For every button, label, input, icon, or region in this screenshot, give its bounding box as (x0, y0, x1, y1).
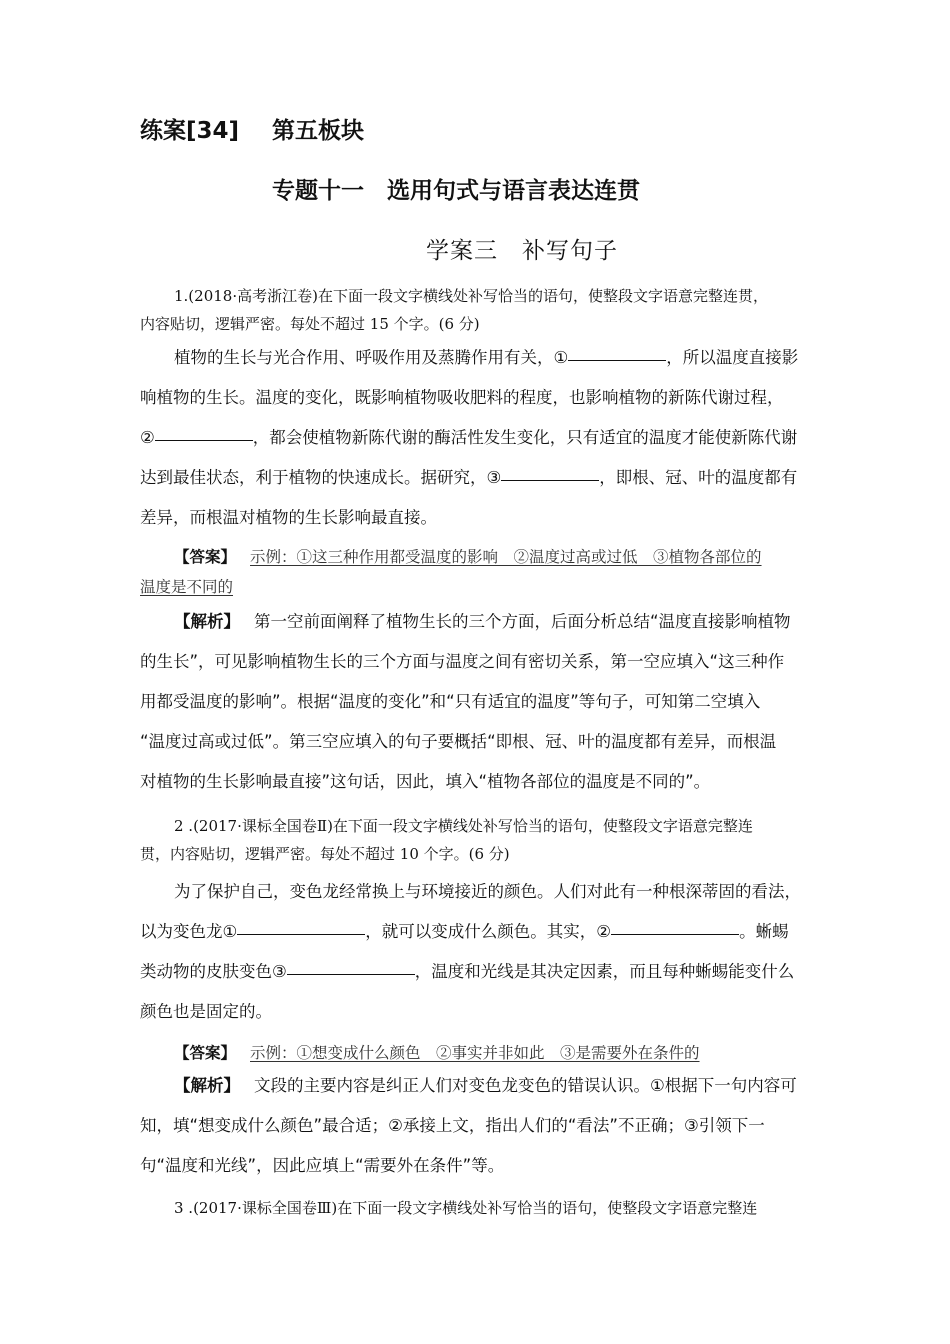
q2-analysis-line2: 知，填“想变成什么颜色”最合适；②承接上文，指出人们的“看法”不正确；③引领下一 (140, 1116, 765, 1135)
lesson-label: 练案[34] (140, 118, 240, 144)
q1-analysis-line4: “温度过高或过低”。第三空应填入的句子要概括“即根、冠、叶的温度都有差异，而根温 (140, 732, 777, 751)
q1-passage-line5: 差异，而根温对植物的生长影响最直接。 (140, 508, 437, 527)
q1-answer-text: 示例：①这三种作用都受温度的影响 ②温度过高或过低 ③植物各部位的 (250, 548, 762, 566)
q2-answer-line1 (174, 1038, 700, 1069)
q2-text: 类动物的皮肤变色③ (140, 962, 287, 981)
answer-tag: 【答案】 (174, 1044, 237, 1062)
q2-blank-1[interactable] (237, 933, 365, 935)
q1-prompt-line1: 1.(2018·高考浙江卷)在下面一段文字横线处补写恰当的语句，使整段文字语意完整连贯， (174, 287, 768, 305)
answer-tag: 【答案】 (174, 548, 237, 566)
topic-title: 专题十一 选用句式与语言表达连贯 (272, 178, 640, 204)
q2-blank-3[interactable] (287, 973, 415, 975)
q3-prompt-line1: 3 .(2017·课标全国卷Ⅲ)在下面一段文字横线处补写恰当的语句，使整段文字语意完整连 (174, 1199, 758, 1217)
q1-blank-1[interactable] (568, 359, 666, 361)
q1-blank-3[interactable] (501, 479, 599, 481)
q2-text: 。蜥蜴 (739, 922, 789, 941)
analysis-tag: 【解析】 (174, 612, 240, 631)
q2-blank-2[interactable] (611, 933, 739, 935)
q1-analysis-line1 (174, 602, 791, 642)
q2-prompt-line2: 贯，内容贴切，逻辑严密。每处不超过 10 个字。(6 分) (140, 845, 510, 863)
q2-analysis-line1 (174, 1066, 797, 1106)
q2-text: ，就可以变成什么颜色。其实，② (365, 922, 612, 941)
q1-text: ，所以温度直接影 (666, 348, 799, 367)
case-title: 学案三 补写句子 (426, 238, 618, 264)
q2-passage-line3 (140, 952, 794, 992)
q2-analysis-text: 文段的主要内容是纠正人们对变色龙变色的错误认识。①根据下一句内容可 (254, 1076, 797, 1095)
q2-analysis-line3: 句“温度和光线”，因此应填上“需要外在条件”等。 (140, 1156, 505, 1175)
q1-passage-line4 (140, 458, 797, 498)
q1-passage-line1 (174, 338, 798, 378)
q2-answer-text: 示例：①想变成什么颜色 ②事实并非如此 ③是需要外在条件的 (250, 1044, 700, 1062)
q1-text: ，即根、冠、叶的温度都有 (599, 468, 798, 487)
q1-prompt-line2: 内容贴切，逻辑严密。每处不超过 15 个字。(6 分) (140, 315, 480, 333)
q1-answer-line2: 温度是不同的 (140, 578, 234, 596)
q1-analysis-line2: 的生长”，可见影响植物生长的三个方面与温度之间有密切关系，第一空应填入“这三种作 (140, 652, 785, 671)
q1-text: ② (140, 428, 155, 447)
q2-passage-line2 (140, 912, 789, 952)
q1-text: 植物的生长与光合作用、呼吸作用及蒸腾作用有关，① (174, 348, 569, 367)
q2-prompt-line1: 2 .(2017·课标全国卷Ⅱ)在下面一段文字横线处补写恰当的语句，使整段文字语意完整连 (174, 817, 753, 835)
q2-text: 以为变色龙① (140, 922, 238, 941)
q1-passage-line2: 响植物的生长。温度的变化，既影响植物吸收肥料的程度，也影响植物的新陈代谢过程， (140, 388, 784, 407)
analysis-tag: 【解析】 (174, 1076, 240, 1095)
q2-text: ，温度和光线是其决定因素，而且每种蜥蜴能变什么 (414, 962, 795, 981)
q1-blank-2[interactable] (155, 439, 253, 441)
q1-text: 达到最佳状态，利于植物的快速成长。据研究，③ (140, 468, 502, 487)
q1-passage-line3 (140, 418, 797, 458)
q1-text: ，都会使植物新陈代谢的酶活性发生变化，只有适宜的温度才能使新陈代谢 (252, 428, 798, 447)
q1-answer-line1 (174, 542, 762, 573)
q1-analysis-line3: 用都受温度的影响”。根据“温度的变化”和“只有适宜的温度”等句子，可知第二空填入 (140, 692, 761, 711)
q2-passage-line4: 颜色也是固定的。 (140, 1002, 272, 1021)
q1-analysis-text: 第一空前面阐释了植物生长的三个方面，后面分析总结“温度直接影响植物 (254, 612, 791, 631)
block-label: 第五板块 (272, 118, 364, 144)
q1-analysis-line5: 对植物的生长影响最直接”这句话，因此，填入“植物各部位的温度是不同的”。 (140, 772, 711, 791)
q2-passage-line1: 为了保护自己，变色龙经常换上与环境接近的颜色。人们对此有一种根深蒂固的看法， (174, 882, 801, 901)
